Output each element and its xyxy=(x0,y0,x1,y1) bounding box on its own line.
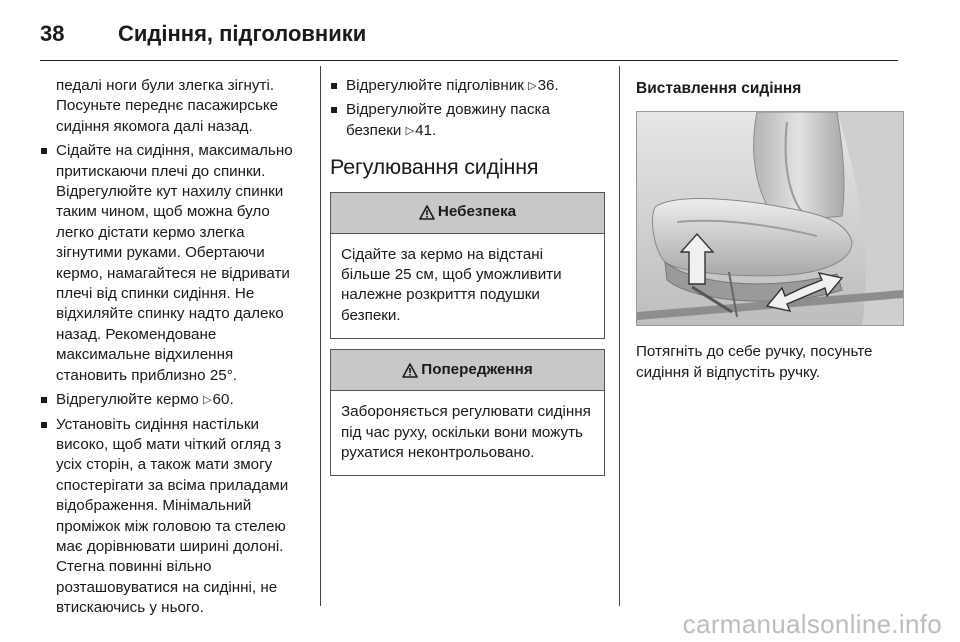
page-ref-icon: ▷ xyxy=(203,394,212,407)
page-header xyxy=(40,16,366,52)
seat-adjust-illustration xyxy=(636,111,904,326)
danger-box xyxy=(330,192,605,340)
column-2 xyxy=(330,76,605,486)
bullet-adjust-belt xyxy=(330,100,605,141)
bullet-adjust-steering xyxy=(40,390,308,410)
warning-box-title: Попередження xyxy=(421,361,533,379)
steering-page-ref[interactable]: 60. xyxy=(212,391,234,409)
warning-box-header xyxy=(331,350,604,391)
danger-box-title: Небезпека xyxy=(437,203,517,221)
belt-page-ref[interactable]: 41. xyxy=(415,121,437,139)
bullet-adjust-steering-text: Відрегулюйте кермо xyxy=(56,391,199,409)
warning-box-text: Забороняється регулювати сидіння під час руху, оскільки вони можуть рухатися неконтрольовано. xyxy=(341,403,591,462)
bullet-sit-posture: Сідайте на сидіння, максимально притискаючи плечі до спинки. Відрегулюйте кут нахилу спинки таким чином, щоб можна було легко дістати кермо злегка зігнутими руками. Обертаючи кермо, намагайтеся не відривати плечі від спинки сидіння. Не відхиляйте спинку надто далеко назад. Рекомендоване максимальне відхилення становить приблизно 25°. xyxy=(40,141,308,386)
danger-box-header xyxy=(331,193,604,234)
seat-adjust-drawing xyxy=(637,112,903,325)
page-ref-icon: ▷ xyxy=(528,80,537,92)
column-1 xyxy=(40,76,308,619)
column-3 xyxy=(636,76,904,383)
bullet-adjust-belt-text: Відрегулюйте довжину паска безпеки xyxy=(346,101,550,139)
page-title: Сидіння, підголовники xyxy=(118,21,367,46)
warning-triangle-icon xyxy=(402,363,418,378)
page-number: 38 xyxy=(40,21,65,46)
headrest-page-ref[interactable]: 36. xyxy=(537,77,559,94)
figure-caption: Потягніть до себе ручку, посуньте сидіння й відпустіть ручку. xyxy=(636,343,873,381)
site-watermark: carmanualsonline.info xyxy=(682,609,942,639)
seat-positioning-heading: Виставлення сидіння xyxy=(636,80,802,97)
section-heading: Регулювання сидіння xyxy=(330,155,539,180)
warning-box xyxy=(330,349,605,476)
bullet-adjust-headrest xyxy=(330,76,605,96)
warning-triangle-icon xyxy=(419,205,435,220)
bullet-adjust-headrest-text: Відрегулюйте підголівник xyxy=(346,77,524,94)
page-ref-icon: ▷ xyxy=(405,124,415,137)
bullet-seat-height: Установіть сидіння настільки високо, щоб мати чіткий огляд з усіх сторін, а також мати змогу спостерігати за всіма приладами відображення. Мінімальний проміжок між головою та стелею має дорівнювати ширині долоні. Стегна повинні вільно розташовуватися на сидінні, не втискаючись у нього. xyxy=(40,415,308,619)
header-divider xyxy=(40,60,898,61)
continuation-paragraph: педалі ноги були злегка зігнуті. Посуньте переднє пасажирське сидіння якомога далі назад. xyxy=(56,77,279,135)
column-divider-1 xyxy=(320,66,321,606)
danger-box-text: Сідайте за кермо на відстані більше 25 см, щоб уможливити належне розкриття подушки безпеки. xyxy=(341,245,562,324)
column-divider-2 xyxy=(619,66,620,606)
